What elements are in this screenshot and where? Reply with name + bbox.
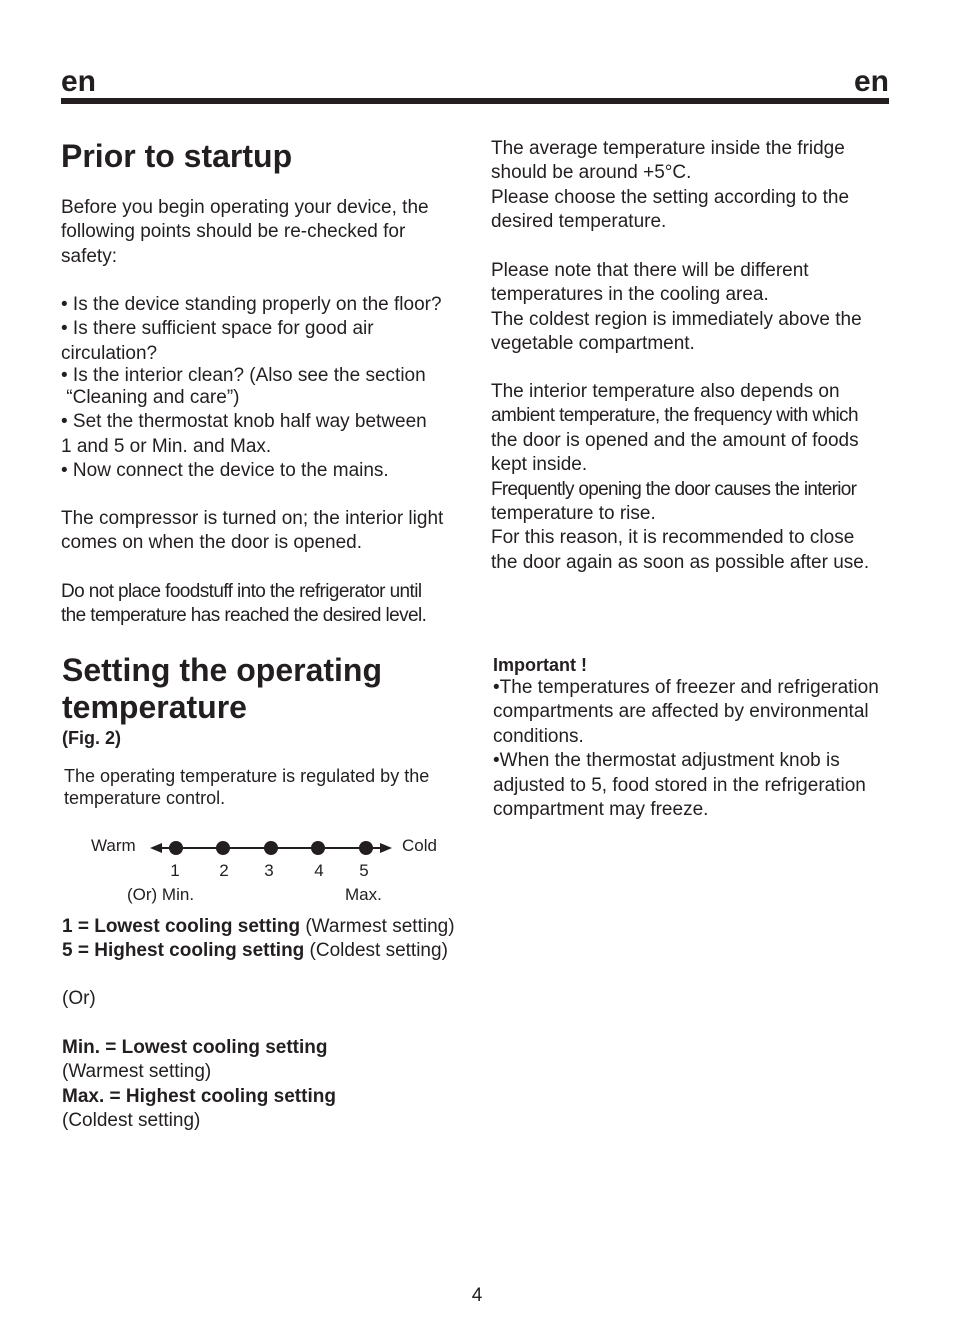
text-line: compartment may freeze. <box>493 799 709 821</box>
scale-number-5: 5 <box>359 861 369 880</box>
scale-dot-1 <box>169 841 183 855</box>
heading-line: temperature <box>62 689 247 725</box>
checklist-line: “Cleaning and care”) <box>61 387 240 409</box>
intro-paragraph <box>61 196 429 269</box>
text-line: Please note that there will be different <box>491 260 809 281</box>
scale-number-3: 3 <box>264 861 274 880</box>
text-line: compartments are affected by environmental <box>493 701 869 723</box>
legend-line-1 <box>62 915 455 939</box>
text-line: The compressor is turned on; the interior light <box>61 508 444 529</box>
text-line: Do not place foodstuff into the refrigerator until <box>61 581 422 602</box>
text-line: •When the thermostat adjustment knob is <box>493 750 840 772</box>
safety-checklist <box>61 293 442 483</box>
cold-label: Cold <box>402 836 437 855</box>
text-line: temperatures in the cooling area. <box>491 284 769 306</box>
scale-number-1: 1 <box>170 861 180 880</box>
cooling-area-paragraph <box>491 259 862 357</box>
scale-dot-5 <box>359 841 373 855</box>
text-line: temperature control. <box>64 788 226 808</box>
min-label: (Or) Min. <box>127 885 195 904</box>
max-label: Max. <box>345 885 382 904</box>
min-max-legend <box>62 1036 336 1134</box>
header-rule <box>61 98 889 104</box>
text-line: adjusted to 5, food stored in the refrigeration <box>493 774 866 796</box>
text-line: the temperature has reached the desired level. <box>61 605 427 627</box>
text-line: The coldest region is immediately above the <box>491 308 862 330</box>
text-line: The operating temperature is regulated by the <box>64 766 430 786</box>
text-line: comes on when the door is opened. <box>61 532 363 554</box>
thermostat-scale <box>148 836 394 860</box>
legend-rest: (Warmest setting) <box>300 916 455 937</box>
text-line: Please choose the setting according to the <box>491 186 850 208</box>
language-code-right: en <box>853 65 889 98</box>
text-line: desired temperature. <box>491 211 667 233</box>
legend-rest: (Warmest setting) <box>62 1061 212 1083</box>
text-line: conditions. <box>493 725 584 747</box>
language-code-left: en <box>61 65 97 98</box>
text-line: Before you begin operating your device, the <box>61 197 429 218</box>
checklist-line: • Now connect the device to the mains. <box>61 460 389 482</box>
compressor-paragraph <box>61 507 443 556</box>
scale-dot-2 <box>216 841 230 855</box>
checklist-line: • Set the thermostat knob half way between <box>61 411 427 433</box>
checklist-line: • Is there sufficient space for good air <box>61 318 374 340</box>
text-line: should be around +5°C. <box>491 162 692 184</box>
figure-reference: (Fig. 2) <box>62 728 121 748</box>
text-line: The interior temperature also depends on <box>491 381 840 402</box>
arrow-right-icon <box>380 843 392 853</box>
text-line: vegetable compartment. <box>491 333 695 355</box>
average-temperature-paragraph <box>491 137 849 235</box>
text-line: the door again as soon as possible after use. <box>491 551 870 573</box>
foodstuff-paragraph <box>61 580 426 629</box>
legend-bold: Max. = Highest cooling setting <box>62 1085 336 1107</box>
legend-bold: 5 = Highest cooling setting <box>62 940 305 962</box>
legend-bold: Min. = Lowest cooling setting <box>62 1037 328 1058</box>
checklist-line: • Is the interior clean? (Also see the section <box>61 365 426 387</box>
regulated-paragraph <box>64 765 429 809</box>
important-notes <box>493 676 879 822</box>
arrow-left-icon <box>150 843 162 853</box>
prior-to-startup-heading: Prior to startup <box>61 138 293 174</box>
heading-line: Setting the operating <box>62 652 382 688</box>
checklist-line: circulation? <box>61 342 158 364</box>
text-line: For this reason, it is recommended to close <box>491 527 855 549</box>
checklist-line: • Is the device standing properly on the floor? <box>61 294 442 315</box>
scale-number-4: 4 <box>314 861 324 880</box>
scale-number-2: 2 <box>219 861 229 880</box>
text-line: following points should be re-checked for <box>61 221 406 243</box>
text-line: the door is opened and the amount of foods <box>491 429 859 451</box>
legend-bold: 1 = Lowest cooling setting <box>62 916 301 937</box>
warm-label: Warm <box>91 836 136 855</box>
setting-legend <box>62 915 455 964</box>
text-line: kept inside. <box>491 454 588 476</box>
scale-dot-4 <box>311 841 325 855</box>
interior-temperature-paragraph <box>491 380 869 575</box>
setting-temperature-heading <box>62 652 382 726</box>
text-line: •The temperatures of freezer and refrigeration <box>493 677 879 698</box>
scale-dot-3 <box>264 841 278 855</box>
page-number: 4 <box>471 1285 483 1306</box>
important-heading: Important ! <box>493 655 587 675</box>
legend-line-5 <box>62 939 455 963</box>
or-text: (Or) <box>62 988 96 1009</box>
text-line: The average temperature inside the fridge <box>491 138 845 159</box>
legend-rest: (Coldest setting) <box>304 940 448 962</box>
text-line: safety: <box>61 245 117 267</box>
checklist-line: 1 and 5 or Min. and Max. <box>61 435 272 457</box>
text-line: Frequently opening the door causes the interior <box>491 478 857 500</box>
text-line: ambient temperature, the frequency with which <box>491 405 858 427</box>
text-line: temperature to rise. <box>491 503 656 525</box>
legend-rest: (Coldest setting) <box>62 1110 201 1132</box>
